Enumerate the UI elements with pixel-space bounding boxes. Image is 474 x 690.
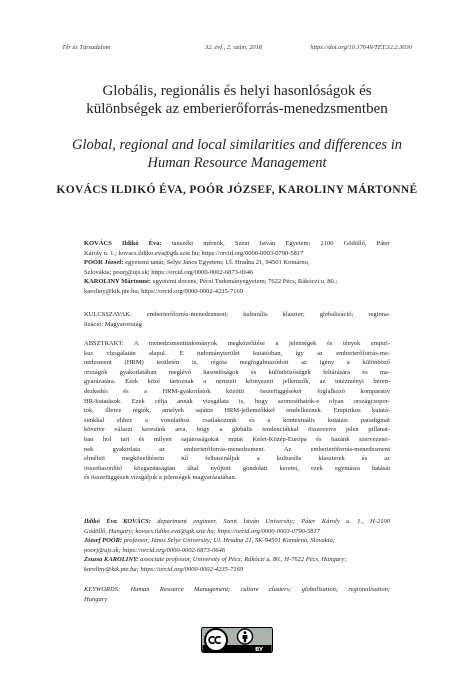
keywords-line: KEYWORDS: Human Resource Management; culture clusters; globalisation; regionalisation;: [84, 586, 390, 593]
author-name: POÓR József:: [84, 259, 124, 267]
issue-info: 32. évf., 2. szám, 2018: [205, 44, 262, 51]
title-en-line: Global, regional and local similarities and differences in: [72, 137, 402, 153]
affiliation-text: department engineer, Szent István University; Páter Károly u. 1., H-2100: [157, 518, 390, 525]
abstract-line: ABSZTRAKT: A menedzsmenttudományok megközelítése a jelenségek és tények empiri-: [84, 340, 390, 347]
affiliation-line: karoliny@ktk.pte.hu; https://orcid.org/0000-0002-4235-7169: [84, 565, 244, 573]
affiliation-text: egyetemi docens, Pécsi Tudományegyetem; 7622 Pécs, Rákóczi u. 80.;: [152, 278, 338, 286]
abstract-line: sunkkal ehhez a vonulathoz csatlakozunk és a kontextuális kutatási paradigmát: [84, 416, 390, 424]
keywords-line: Hungary: [84, 595, 108, 603]
affiliation-line: Károly u. 1.; kovacs.ildiko.eva@gtk.szie.hu; https://orcid.org/0000-0003-0790-5817: [84, 249, 304, 257]
keywords-line: KULCSSZAVAK: emberierőforrás-menedzsment; kulturális klaszter; globalizáció; regiona-: [84, 311, 390, 318]
abstract-line: követve választ keresünk arra, hogy a globális tendenciákkal összevetve jelen pillanat-: [84, 426, 390, 434]
author-list: KOVÁCS ILDIKÓ ÉVA, POÓR JÓZSEF, KAROLINY MÁRTONNÉ: [56, 184, 418, 196]
abstract-line: HR-kutatások. Ezek célja annak vizsgálata is, hogy azonosíthatók-e olyan országcsopor-: [84, 397, 390, 405]
affiliation-text: associate professor, University of Pécs; Rákóczi u. 80., H-7622 Pécs, Hungary;: [140, 556, 347, 564]
affiliation-line: [84, 536, 390, 546]
affiliation-line: [84, 517, 390, 527]
abstract-line: nedzsment (HRM) területén is, régóta megfogalmazódott az igény a különböző: [84, 359, 390, 367]
keywords-hungarian: [84, 310, 390, 329]
abstract-line: gyarázatára. Ezek közé tartoznak a nemzeti környezeti jellemzők, az intézményi beren-: [84, 378, 390, 386]
abstract-line: kus vizsgálatán alapul. E tudományterület kutatóiban, így az emberierőforrás-me-: [84, 349, 390, 357]
author-name: József POÓR:: [84, 537, 123, 545]
journal-name: Tér és Társadalom: [62, 44, 111, 51]
affiliation-line: karoliny@ktk.pte.hu; https://orcid.org/0000-0002-4235-7169: [84, 287, 243, 295]
license-badge-text: BY: [255, 647, 263, 653]
abstract-line: elméleti megközelítésein túl felhasználjuk a kulturális klaszterek és az: [84, 455, 390, 463]
title-hu-line: Globális, regionális és helyi hasonlóságok és: [102, 83, 372, 99]
title-en-line: Human Resource Management: [147, 155, 327, 171]
affiliation-text: tanszéki mérnök, Szent István Egyetem; 2100 Gödöllő, Páter: [171, 240, 390, 247]
affiliation-text: egyetemi tanár, Selye János Egyetem; Ul. Hradna 21, 94501 Komárno,: [125, 259, 310, 267]
affiliation-line: [84, 277, 390, 287]
abstract-line: és összefüggéseit vizsgáljuk a jelenségek magyarázatában.: [84, 474, 237, 482]
abstract-line: nek gyakorlata az emberierőforrás-menedzsment. Az emberierőforrás-menedzsment: [84, 445, 390, 453]
cc-by-license-badge[interactable]: [201, 627, 273, 653]
affiliations-english: [84, 517, 390, 575]
title-english: [40, 136, 434, 172]
abstract-hungarian: [84, 339, 390, 483]
keywords-english: [84, 585, 390, 604]
abstract-line: összehasonlító közgazdaságtan által nyújtott gondolati keretet, ezek egymásra hatását: [84, 464, 390, 472]
affiliation-line: poorj@ujs.sk; https://orcid.org/0000-0002-6873-0646: [84, 546, 226, 554]
keywords-line: lizáció; Magyarország: [84, 320, 142, 328]
affiliations-hungarian: [84, 239, 390, 297]
affiliation-line: [84, 258, 390, 268]
abstract-line: dezkedés és a HRM-gyakorlatok közötti összefüggéseket foglalkozó komparatív: [84, 387, 390, 395]
affiliation-line: [84, 239, 390, 249]
author-name: Ildikó Éva KOVÁCS:: [84, 518, 151, 525]
affiliation-line: Szlovákia; poorj@ujs.sk; https://orcid.org/0000-0002-6873-0646: [84, 268, 254, 276]
doi-link[interactable]: https://doi.org/10.17649/TET.32.2.3030: [310, 44, 412, 51]
cc-by-license-graphic: [201, 627, 273, 653]
author-name: KAROLINY Mártonné:: [84, 278, 152, 286]
title-hungarian: [40, 82, 434, 118]
abstract-line: ban hol tart és milyen sajátosságokat mutat Kelet-Közép-Európa és hazánk szervezetei-: [84, 435, 390, 443]
affiliation-line: Gödöllő, Hungary; kovacs.ildiko.eva@gtk.szie.hu; https://orcid.org/0000-0003-0790-5817: [84, 527, 321, 535]
abstract-line: országok gyakorlatában meglévő hasonlóságok és különbözőségek feltárására és ma-: [84, 368, 390, 376]
abstract-line: tok, illetve régiók, amelyek sajátos HRM-jellemzőkkel rendelkeznek. Empirikus kutatá-: [84, 407, 390, 415]
author-name: Zsuzsa KAROLINY:: [84, 556, 139, 564]
affiliation-text: professor, János Selye University; Ul. Hradna 21, SK-94501 Komárno, Slovakia;: [123, 537, 335, 545]
attribution-icon: [238, 629, 253, 644]
affiliation-line: [84, 555, 390, 565]
title-hu-line: különbségek az emberierőforrás-menedzsmentben: [86, 101, 388, 117]
author-name: KOVÁCS Ildikó Éva:: [84, 240, 162, 247]
creative-commons-icon: [205, 629, 227, 651]
